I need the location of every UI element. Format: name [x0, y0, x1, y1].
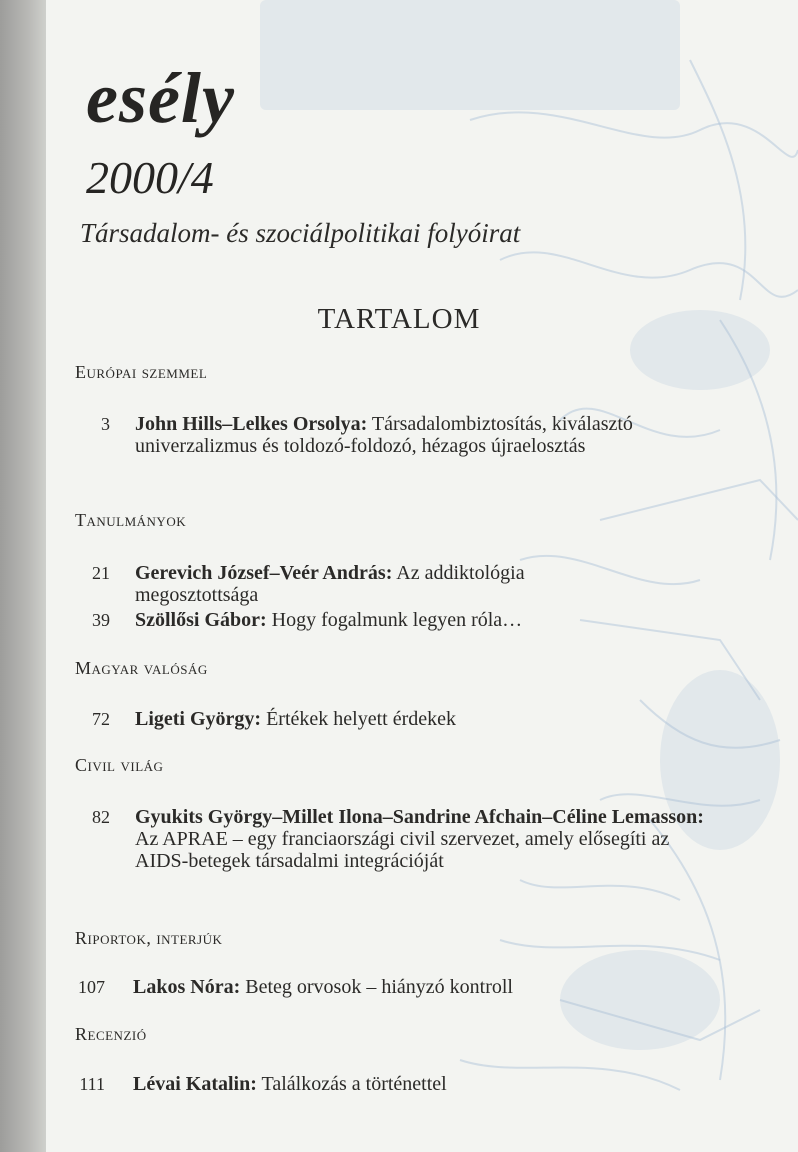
page-number: 107 — [78, 977, 105, 997]
section-heading: Tanulmányok — [75, 510, 187, 530]
entry-author: Lévai Katalin: — [133, 1073, 257, 1095]
entry-title: Az APRAE – egy franciaországi civil szervezet, amely elősegíti az AIDS-betegek társadalmi integrációját — [135, 828, 670, 872]
section-heading: Magyar valóság — [75, 658, 208, 678]
section-heading: Recenzió — [75, 1024, 147, 1044]
issue-number: 2000/4 — [86, 152, 214, 203]
journal-title: esély — [86, 58, 235, 138]
entry-author: Gerevich József–Veér András: — [135, 562, 393, 584]
journal-subtitle: Társadalom- és szociálpolitikai folyóirat — [80, 218, 521, 248]
toc-heading-text: TARTALOM — [317, 303, 481, 335]
entry-text — [135, 413, 710, 457]
entry-text — [133, 976, 713, 998]
entry-text — [133, 1073, 713, 1095]
section-heading: Civil világ — [75, 755, 164, 775]
section-heading: Európai szemmel — [75, 362, 208, 382]
entry-author: Szöllősi Gábor: — [135, 609, 267, 631]
entry-title: Társadalombiztosítás, kiválasztó univerzalizmus és toldozó-foldozó, hézagos újraelosztás — [135, 413, 633, 457]
toc-heading — [0, 303, 798, 336]
page-number: 3 — [101, 414, 110, 434]
entry-text — [135, 562, 635, 606]
entry-title: Beteg orvosok – hiányzó kontroll — [245, 976, 513, 998]
entry-title: Az addiktológia megosztottsága — [135, 562, 525, 606]
section-heading: Riportok, interjúk — [75, 928, 223, 948]
page-number: 72 — [92, 709, 110, 729]
entry-author: Lakos Nóra: — [133, 976, 241, 998]
page-number: 82 — [92, 807, 110, 827]
entry-text — [135, 806, 715, 872]
entry-title: Hogy fogalmunk legyen róla… — [271, 609, 523, 631]
entry-title: Találkozás a történettel — [261, 1073, 447, 1095]
page-number: 111 — [79, 1074, 105, 1094]
entry-author: Ligeti György: — [135, 708, 262, 730]
entry-text — [135, 609, 710, 631]
entry-title: Értékek helyett érdekek — [266, 708, 456, 730]
page-number: 39 — [92, 610, 110, 630]
entry-author: John Hills–Lelkes Orsolya: — [135, 413, 368, 435]
entry-author: Gyukits György–Millet Ilona–Sandrine Afchain–Céline Lemasson: — [135, 806, 704, 828]
page-number: 21 — [92, 563, 110, 583]
entry-text — [135, 708, 710, 730]
